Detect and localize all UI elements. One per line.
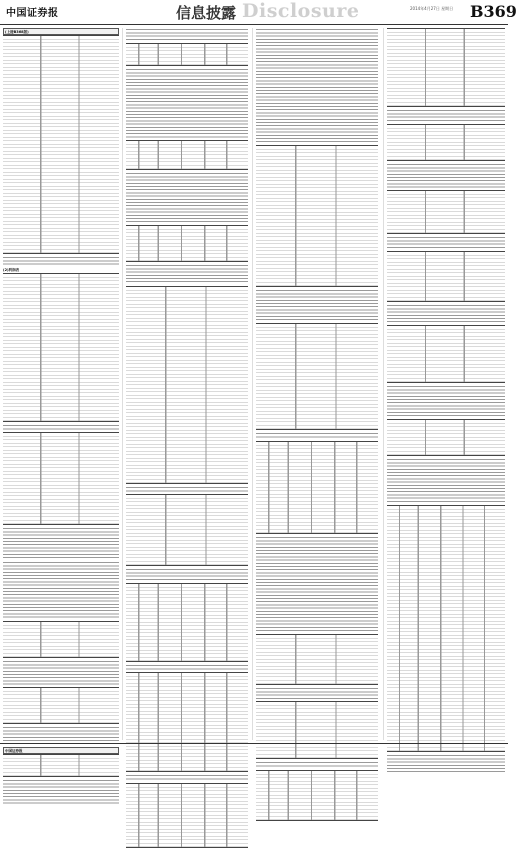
text-paragraph bbox=[126, 28, 248, 41]
paragraph-lines bbox=[256, 536, 378, 632]
data-table bbox=[256, 701, 378, 759]
data-table bbox=[3, 687, 119, 724]
page-header bbox=[0, 0, 517, 25]
table-grid bbox=[387, 124, 505, 161]
page-number: B369 bbox=[470, 2, 517, 21]
data-table bbox=[387, 505, 505, 752]
table-grid bbox=[3, 687, 119, 724]
column-1 bbox=[3, 28, 119, 753]
paragraph-lines bbox=[256, 761, 378, 767]
data-table bbox=[126, 140, 248, 170]
paragraph-lines bbox=[3, 660, 119, 686]
table-grid bbox=[387, 190, 505, 234]
data-table bbox=[126, 783, 248, 848]
table-grid bbox=[126, 286, 248, 484]
table-grid bbox=[126, 783, 248, 848]
paragraph-lines bbox=[126, 774, 248, 780]
table-grid bbox=[256, 701, 378, 759]
section-title-en: Disclosure bbox=[242, 0, 360, 22]
data-table bbox=[126, 494, 248, 566]
text-paragraph bbox=[256, 432, 378, 438]
data-table bbox=[387, 325, 505, 383]
paragraph-lines bbox=[3, 256, 119, 266]
paragraph-lines bbox=[126, 28, 248, 41]
data-table bbox=[3, 273, 119, 422]
paragraph-lines bbox=[387, 458, 505, 503]
table-grid bbox=[3, 35, 119, 254]
table-grid bbox=[387, 505, 505, 752]
text-paragraph bbox=[256, 536, 378, 632]
data-table bbox=[126, 672, 248, 772]
data-table bbox=[256, 323, 378, 430]
paragraph-lines bbox=[256, 28, 378, 143]
paragraph-lines bbox=[3, 527, 119, 559]
paragraph-lines bbox=[3, 424, 119, 430]
data-table bbox=[256, 441, 378, 534]
paragraph-lines bbox=[387, 385, 505, 417]
data-table bbox=[3, 28, 119, 254]
table-grid bbox=[387, 251, 505, 302]
paragraph-lines bbox=[387, 163, 505, 189]
paragraph-lines bbox=[126, 172, 248, 223]
column-2 bbox=[126, 28, 248, 740]
table-grid bbox=[126, 494, 248, 566]
text-paragraph bbox=[3, 779, 119, 805]
table-title: 中国证券报 bbox=[3, 747, 119, 754]
text-paragraph bbox=[126, 172, 248, 223]
table-grid bbox=[126, 672, 248, 772]
issue-date: 2014年4月27日 星期日 bbox=[410, 6, 454, 11]
text-paragraph bbox=[3, 660, 119, 686]
text-paragraph bbox=[126, 264, 248, 283]
text-paragraph bbox=[126, 568, 248, 581]
text-paragraph bbox=[3, 256, 119, 266]
table-grid bbox=[256, 634, 378, 685]
data-table bbox=[387, 28, 505, 107]
table-grid bbox=[256, 145, 378, 287]
data-table bbox=[256, 770, 378, 821]
data-table bbox=[126, 225, 248, 262]
table-grid bbox=[3, 432, 119, 525]
table-grid bbox=[126, 140, 248, 170]
data-table bbox=[256, 145, 378, 287]
table-grid bbox=[126, 225, 248, 262]
section-title-cn: 信息披露 bbox=[176, 4, 237, 22]
paragraph-lines bbox=[256, 687, 378, 700]
section-banner bbox=[176, 2, 376, 21]
text-paragraph bbox=[3, 424, 119, 430]
text-paragraph bbox=[126, 486, 248, 492]
text-paragraph bbox=[3, 527, 119, 559]
text-paragraph bbox=[126, 664, 248, 670]
data-table bbox=[126, 583, 248, 662]
text-paragraph bbox=[387, 754, 505, 773]
paragraph-lines bbox=[126, 264, 248, 283]
table-grid bbox=[256, 441, 378, 534]
text-paragraph bbox=[256, 289, 378, 321]
table-grid bbox=[387, 419, 505, 456]
table-title: (上接B368版) bbox=[3, 28, 119, 35]
data-table bbox=[3, 432, 119, 525]
text-paragraph bbox=[387, 304, 505, 323]
table-grid bbox=[387, 28, 505, 107]
paragraph-lines bbox=[126, 664, 248, 670]
data-table bbox=[3, 747, 119, 777]
text-paragraph bbox=[3, 561, 119, 619]
paragraph-lines bbox=[387, 109, 505, 122]
table-grid bbox=[3, 273, 119, 422]
data-table bbox=[3, 621, 119, 658]
paragraph-lines bbox=[256, 289, 378, 321]
data-table bbox=[387, 190, 505, 234]
column-4 bbox=[387, 28, 505, 740]
paragraph-lines bbox=[3, 779, 119, 805]
section-heading: (2)利润表 bbox=[3, 267, 20, 272]
text-paragraph bbox=[256, 761, 378, 767]
text-paragraph bbox=[387, 163, 505, 189]
table-grid bbox=[126, 583, 248, 662]
page-footer-rule bbox=[0, 743, 508, 744]
table-grid bbox=[387, 325, 505, 383]
paragraph-lines bbox=[126, 568, 248, 581]
table-grid bbox=[3, 621, 119, 658]
newspaper-logo: 中国证券报 bbox=[6, 8, 59, 19]
text-paragraph bbox=[126, 774, 248, 780]
data-table bbox=[256, 634, 378, 685]
table-grid bbox=[256, 323, 378, 430]
table-grid bbox=[126, 43, 248, 66]
paragraph-lines bbox=[387, 236, 505, 249]
paragraph-lines bbox=[126, 68, 248, 138]
table-grid bbox=[3, 754, 119, 777]
text-paragraph bbox=[126, 68, 248, 138]
paragraph-lines bbox=[387, 754, 505, 773]
text-paragraph bbox=[256, 687, 378, 700]
column-divider bbox=[383, 28, 384, 740]
column-divider bbox=[122, 28, 123, 740]
data-table bbox=[387, 251, 505, 302]
paragraph-lines bbox=[387, 304, 505, 323]
data-table bbox=[126, 43, 248, 66]
text-paragraph bbox=[387, 385, 505, 417]
paragraph-lines bbox=[126, 486, 248, 492]
text-paragraph bbox=[387, 236, 505, 249]
data-table bbox=[387, 419, 505, 456]
data-table bbox=[387, 124, 505, 161]
table-grid bbox=[256, 770, 378, 821]
column-3 bbox=[256, 28, 378, 740]
text-paragraph bbox=[387, 109, 505, 122]
data-table bbox=[126, 286, 248, 484]
paragraph-lines bbox=[256, 432, 378, 438]
column-divider bbox=[252, 28, 253, 740]
text-paragraph bbox=[256, 28, 378, 143]
paragraph-lines bbox=[3, 561, 119, 619]
text-paragraph bbox=[387, 458, 505, 503]
